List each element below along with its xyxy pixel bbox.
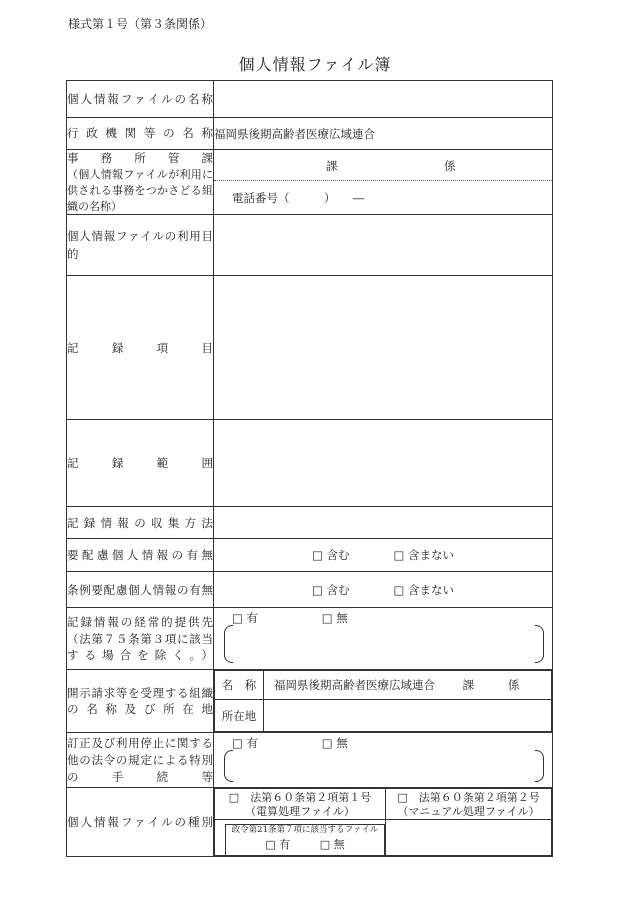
value-items[interactable] bbox=[214, 276, 553, 420]
disclosure-kakari: 係 bbox=[507, 678, 520, 693]
label-sensitive: 要配慮個人情報の有無 bbox=[67, 548, 213, 563]
correction-bracket-field[interactable] bbox=[224, 750, 544, 782]
label-kind: 個人情報ファイルの種別 bbox=[67, 814, 213, 829]
value-purpose[interactable] bbox=[214, 215, 553, 276]
row-collect bbox=[67, 507, 553, 539]
value-sensitive bbox=[214, 539, 553, 572]
value-ord-sensitive bbox=[214, 572, 553, 608]
disclosure-name-value[interactable] bbox=[264, 671, 552, 700]
label-office: 事務所管課 bbox=[67, 151, 213, 165]
row-sensitive bbox=[67, 539, 553, 572]
register-table bbox=[66, 80, 553, 857]
row-disclosure bbox=[67, 670, 553, 733]
label-agency: 行政機関等の名称 bbox=[67, 126, 213, 141]
checkbox-correction-yes[interactable]: □ 有 bbox=[232, 736, 259, 751]
row-agency bbox=[67, 118, 553, 150]
office-kakari: 係 bbox=[444, 159, 456, 174]
label-items: 記録項目 bbox=[67, 340, 213, 355]
office-unit-line[interactable] bbox=[214, 150, 552, 181]
checkbox-kind-sub-no[interactable]: □ 無 bbox=[319, 837, 345, 851]
provision-bracket-field[interactable] bbox=[224, 625, 544, 663]
row-file-name bbox=[67, 81, 553, 118]
form-number: 様式第１号（第３条関係） bbox=[68, 17, 213, 31]
kind-opt2-line1: □ 法第６０条第２項第２号 bbox=[397, 791, 540, 805]
label-office-note: （個人情報ファイルが利用に供される事務をつかさどる組織の名称） bbox=[67, 167, 213, 213]
kind-option-2[interactable] bbox=[386, 789, 552, 820]
row-kind bbox=[67, 788, 553, 857]
disclosure-addr-value[interactable] bbox=[264, 700, 552, 732]
label-collect: 記録情報の収集方法 bbox=[67, 515, 213, 530]
label-provision: 記録情報の経常的提供先（法第７５条第３項に該当する場合を除く。） bbox=[67, 614, 213, 663]
label-scope: 記録範囲 bbox=[67, 456, 213, 471]
value-kind bbox=[214, 788, 553, 857]
document-title: 個人情報ファイル簿 bbox=[238, 55, 392, 74]
kind-sub-box bbox=[225, 824, 385, 855]
office-tel-line[interactable] bbox=[214, 181, 552, 214]
kind-sub-label: 政令第21条第７項に該当するファイル bbox=[231, 824, 379, 835]
label-disclosure: 開示請求等を受理する組織の名称及び所在地 bbox=[67, 685, 213, 717]
value-agency[interactable]: 福岡県後期高齢者医療広域連合 bbox=[214, 118, 553, 150]
row-ord-sensitive bbox=[67, 572, 553, 608]
checkbox-ord-sensitive-yes[interactable]: □ 含む bbox=[311, 582, 350, 597]
label-ord-sensitive: 条例要配慮個人情報の有無 bbox=[67, 582, 213, 597]
kind-opt2-line2: （マニュアル処理ファイル） bbox=[397, 805, 540, 819]
label-purpose: 個人情報ファイルの利用目的 bbox=[67, 229, 213, 262]
checkbox-provision-yes[interactable]: □ 有 bbox=[232, 611, 259, 626]
disclosure-ka: 課 bbox=[462, 678, 475, 693]
office-tel: 電話番号（ ） ― bbox=[232, 191, 365, 206]
checkbox-kind-sub-yes[interactable]: □ 有 bbox=[265, 837, 291, 851]
checkbox-sensitive-no[interactable]: □ 含まない bbox=[393, 548, 455, 563]
checkbox-correction-no[interactable]: □ 無 bbox=[321, 736, 348, 751]
label-correction: 訂正及び利用停止に関する他の法令の規定による特別の手続等 bbox=[67, 736, 213, 784]
disclosure-addr-label: 所在地 bbox=[215, 700, 264, 732]
office-ka: 課 bbox=[326, 159, 338, 174]
value-file-name[interactable] bbox=[214, 81, 553, 118]
checkbox-sensitive-yes[interactable]: □ 含む bbox=[311, 548, 350, 563]
kind-opt1-line2: （電算処理ファイル） bbox=[245, 805, 355, 819]
kind-opt1-line1: □ 法第６０条第２項第１号 bbox=[228, 791, 372, 805]
value-office bbox=[214, 150, 553, 215]
disclosure-name-text: 福岡県後期高齢者医療広域連合 bbox=[274, 678, 435, 693]
row-correction bbox=[67, 733, 553, 788]
label-file-name: 個人情報ファイルの名称 bbox=[67, 91, 213, 106]
kind-sub-cell bbox=[215, 819, 386, 855]
value-provision bbox=[214, 608, 553, 670]
value-correction bbox=[214, 733, 553, 788]
value-scope[interactable] bbox=[214, 420, 553, 507]
row-office bbox=[67, 150, 553, 215]
kind-option-1[interactable] bbox=[215, 789, 386, 820]
row-scope bbox=[67, 420, 553, 507]
row-purpose bbox=[67, 215, 553, 276]
row-provision bbox=[67, 608, 553, 670]
value-collect[interactable] bbox=[214, 507, 553, 539]
disclosure-name-label: 名 称 bbox=[215, 671, 264, 700]
value-disclosure bbox=[214, 670, 553, 733]
row-items bbox=[67, 276, 553, 420]
checkbox-ord-sensitive-no[interactable]: □ 含まない bbox=[393, 582, 455, 597]
checkbox-provision-no[interactable]: □ 無 bbox=[321, 611, 348, 626]
